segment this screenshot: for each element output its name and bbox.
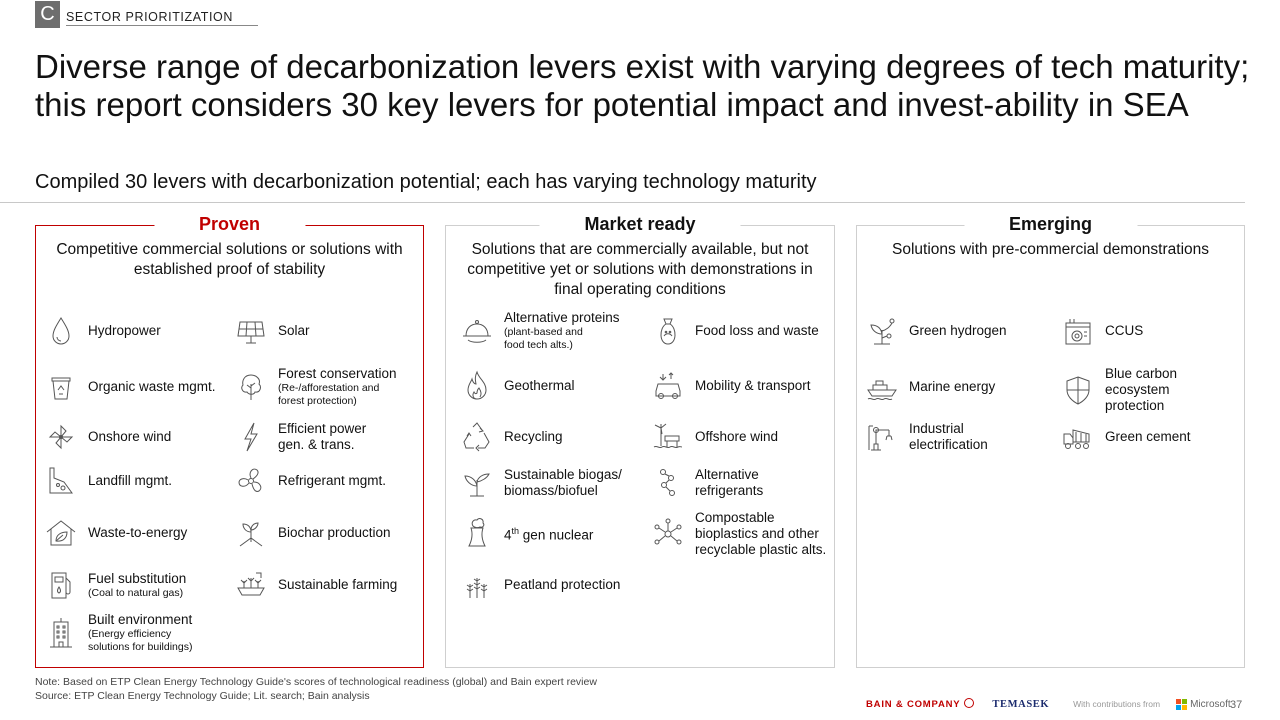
panel-desc-market-ready: Solutions that are commercially available, but not competitive yet or solutions with demonstrations in final operating conditions: [467, 241, 813, 298]
lever-food-loss: Food loss and waste: [651, 314, 819, 348]
section-name: SECTOR PRIORITIZATION: [66, 4, 258, 26]
lever-alternative-refrigerants: Alternative refrigerants: [651, 466, 775, 500]
lever-solar: Solar: [234, 314, 310, 348]
flame-icon: [460, 369, 494, 403]
lever-efficient-power: Efficient power gen. & trans.: [234, 420, 383, 454]
plant-icon: [460, 466, 494, 500]
solar-panel-icon: [234, 314, 268, 348]
temasek-logo: TEMASEK: [992, 698, 1050, 710]
house-leaf-icon: [44, 516, 78, 550]
shield-icon: [1061, 373, 1095, 407]
lever-refrigerant: Refrigerant mgmt.: [234, 464, 386, 498]
section-letter: C: [35, 1, 60, 28]
page-subtitle: Compiled 30 levers with decarbonization potential; each has varying technology maturity: [35, 171, 817, 193]
fan-icon: [234, 464, 268, 498]
sprout-icon: [234, 516, 268, 550]
lever-waste-to-energy: Waste-to-energy: [44, 516, 187, 550]
electric-car-icon: [651, 369, 685, 403]
lever-sustainable-farming: Sustainable farming: [234, 568, 397, 602]
lever-mobility: Mobility & transport: [651, 369, 811, 403]
lightning-icon: [234, 420, 268, 454]
water-drop-icon: [44, 314, 78, 348]
lever-bioplastics: Compostable bioplastics and other recyclable plastic alts.: [651, 510, 830, 558]
lever-offshore-wind: Offshore wind: [651, 420, 778, 454]
lever-forest-conservation: Forest conservation (Re-/afforestation and forest protection): [234, 366, 398, 408]
lever-onshore-wind: Onshore wind: [44, 420, 171, 454]
panel-title-proven: Proven: [154, 214, 305, 235]
food-bag-icon: [651, 314, 685, 348]
panel-title-market-ready: Market ready: [539, 214, 740, 235]
offshore-platform-icon: [651, 420, 685, 454]
microsoft-logo-icon: [1176, 699, 1187, 710]
landfill-icon: [44, 464, 78, 498]
divider: [0, 202, 1245, 203]
bain-logo: BAIN & COMPANY: [866, 698, 974, 710]
panel-desc-proven: Competitive commercial solutions or solutions with established proof of stability: [56, 241, 403, 278]
source-text: Source: ETP Clean Energy Technology Guide; Lit. search; Bain analysis: [35, 689, 370, 702]
lever-blue-carbon: Blue carbon ecosystem protection: [1061, 366, 1185, 414]
panel-title-emerging: Emerging: [964, 214, 1137, 235]
lever-green-hydrogen: Green hydrogen: [865, 314, 1007, 348]
compost-bin-icon: [44, 370, 78, 404]
lever-alternative-proteins: Alternative proteins (plant-based and food tech alts.): [460, 310, 620, 352]
lever-hydropower: Hydropower: [44, 314, 161, 348]
recycle-icon: [460, 420, 494, 454]
fuel-pump-icon: [44, 568, 78, 602]
lever-peatland: Peatland protection: [460, 568, 620, 602]
molecule-chain-icon: [651, 466, 685, 500]
panel-desc-emerging: Solutions with pre-commercial demonstrations: [891, 241, 1210, 258]
note-text: Note: Based on ETP Clean Energy Technology Guide's scores of technological readiness (global) and Bain expert review: [35, 676, 597, 688]
lever-landfill: Landfill mgmt.: [44, 464, 172, 498]
page-title: Diverse range of decarbonization levers exist with varying degrees of tech maturity; this report considers 30 key levers for potential impact and invest-ability in SEA: [35, 48, 1250, 123]
panel-proven: [35, 214, 424, 668]
hydrogen-plant-icon: [865, 314, 899, 348]
section-tag: [35, 1, 258, 28]
lever-organic-waste: Organic waste mgmt.: [44, 370, 216, 404]
food-cloche-icon: [460, 314, 494, 348]
wheat-icon: [460, 568, 494, 602]
lever-fuel-substitution: Fuel substitution (Coal to natural gas): [44, 568, 186, 602]
panel-emerging: [856, 214, 1245, 668]
lever-nuclear: 4th gen nuclear: [460, 516, 593, 550]
lever-biochar: Biochar production: [234, 516, 391, 550]
robot-arm-icon: [865, 420, 899, 454]
contributions-label: With contributions from: [1073, 699, 1161, 709]
lever-marine-energy: Marine energy: [865, 370, 995, 404]
page-number: 37: [1230, 699, 1243, 711]
footnote: [35, 676, 597, 703]
cement-truck-icon: [1061, 420, 1095, 454]
lever-ccus: CCUS: [1061, 314, 1143, 348]
lever-green-cement: Green cement: [1061, 420, 1191, 454]
capture-unit-icon: [1061, 314, 1095, 348]
panel-market-ready: [445, 214, 835, 668]
ship-icon: [865, 370, 899, 404]
pinwheel-icon: [44, 420, 78, 454]
lever-industrial-electrification: Industrial electrification: [865, 420, 999, 454]
cooling-tower-icon: [460, 516, 494, 550]
footer-logos: [866, 698, 1231, 710]
lever-built-environment: Built environment (Energy efficiency solutions for buildings): [44, 612, 206, 654]
lever-biogas: Sustainable biogas/ biomass/biofuel: [460, 466, 629, 500]
molecule-network-icon: [651, 517, 685, 551]
bain-mark-icon: [964, 698, 974, 708]
farming-icon: [234, 568, 268, 602]
lever-geothermal: Geothermal: [460, 369, 575, 403]
microsoft-logo: Microsoft: [1176, 699, 1231, 710]
lever-recycling: Recycling: [460, 420, 563, 454]
building-icon: [44, 616, 78, 650]
tree-icon: [234, 370, 268, 404]
